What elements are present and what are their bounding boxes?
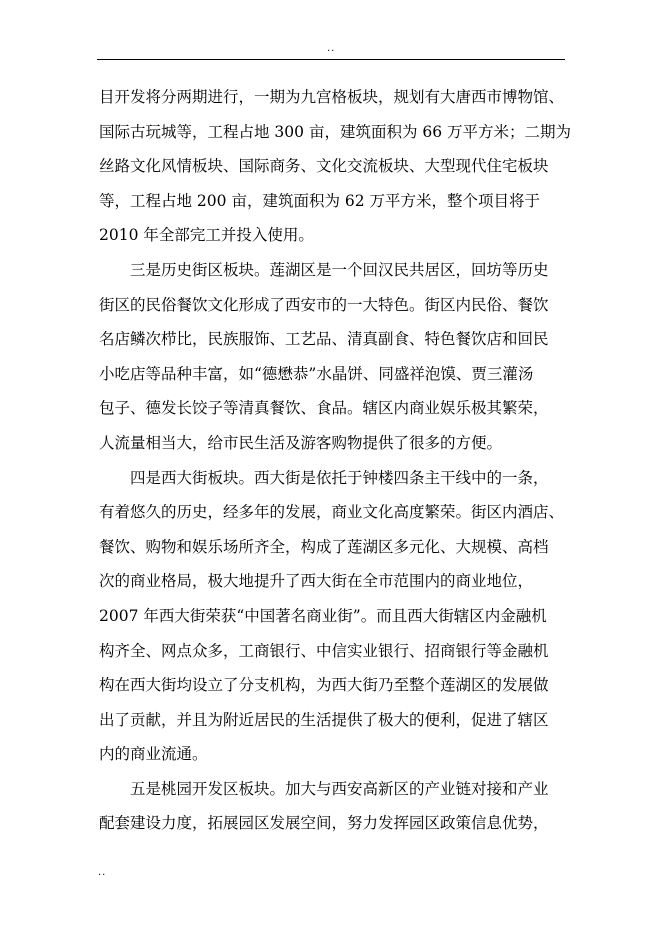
paragraph-1 bbox=[99, 80, 572, 253]
footer-mark: .. bbox=[98, 867, 107, 878]
text-line: 目开发将分两期进行，一期为九宫格板块，规划有大唐西市博物馆、 bbox=[99, 88, 565, 106]
text-line: 丝路文化风情板块、国际商务、文化交流板块、大型现代住宅板块 bbox=[99, 157, 549, 176]
text-line: 构齐全、网点众多，工商银行、中信实业银行、招商银行等金融机 bbox=[99, 641, 549, 660]
text-line: 餐饮、购物和娱乐场所齐全，构成了莲湖区多元化、大规模、高档 bbox=[99, 537, 549, 556]
paragraph-2 bbox=[99, 253, 569, 461]
text-line: 四是西大街板块。西大街是依托于钟楼四条主干线中的一条， bbox=[130, 468, 549, 487]
text-line: 人流量相当大，给市民生活及游客购物提供了很多的方便。 bbox=[99, 433, 503, 452]
text-line: 构在西大街均设立了分支机构，为西大街乃至整个莲湖区的发展做 bbox=[99, 676, 549, 695]
paragraph-4 bbox=[99, 772, 569, 841]
text-line: 等，工程占地 200 亩，建筑面积为 62 万平方米，整个项目将于 bbox=[99, 191, 541, 210]
text-line: 五是桃园开发区板块。加大与西安高新区的产业链对接和产业 bbox=[130, 779, 549, 798]
text-line: 小吃店等品种丰富，如“德懋恭”水晶饼、同盛祥泡馍、贾三灌汤 bbox=[99, 364, 534, 383]
text-line: 三是历史街区板块。莲湖区是一个回汉民共居区，回坊等历史 bbox=[130, 260, 549, 279]
text-line: 内的商业流通。 bbox=[99, 745, 208, 764]
body-text bbox=[99, 80, 572, 841]
text-line: 国际古玩城等，工程占地 300 亩，建筑面积为 66 万平方米；二期为 bbox=[99, 122, 572, 141]
text-line: 有着悠久的历史，经多年的发展，商业文化高度繁荣。街区内酒店、 bbox=[99, 503, 565, 522]
text-line: 2007 年西大街荣获“中国著名商业街”。而且西大街辖区内金融机 bbox=[99, 606, 547, 625]
header-rule bbox=[97, 59, 565, 60]
text-line: 出了贡献，并且为附近居民的生活提供了极大的便利，促进了辖区 bbox=[99, 710, 549, 729]
paragraph-3 bbox=[99, 461, 569, 772]
text-line: 配套建设力度，拓展园区发展空间，努力发挥园区政策信息优势， bbox=[99, 814, 549, 833]
text-line: 名店鳞次栉比，民族服饰、工艺品、清真副食、特色餐饮店和回民 bbox=[99, 330, 549, 349]
text-line: 街区的民俗餐饮文化形成了西安市的一大特色。街区内民俗、餐饮 bbox=[99, 295, 549, 314]
text-line: 2010 年全部完工并投入使用。 bbox=[99, 226, 314, 245]
text-line: 次的商业格局，极大地提升了西大街在全市范围内的商业地位， bbox=[99, 572, 534, 591]
header-mark: .. bbox=[327, 43, 336, 54]
text-line: 包子、德发长饺子等清真餐饮、食品。辖区内商业娱乐极其繁荣， bbox=[99, 399, 549, 418]
